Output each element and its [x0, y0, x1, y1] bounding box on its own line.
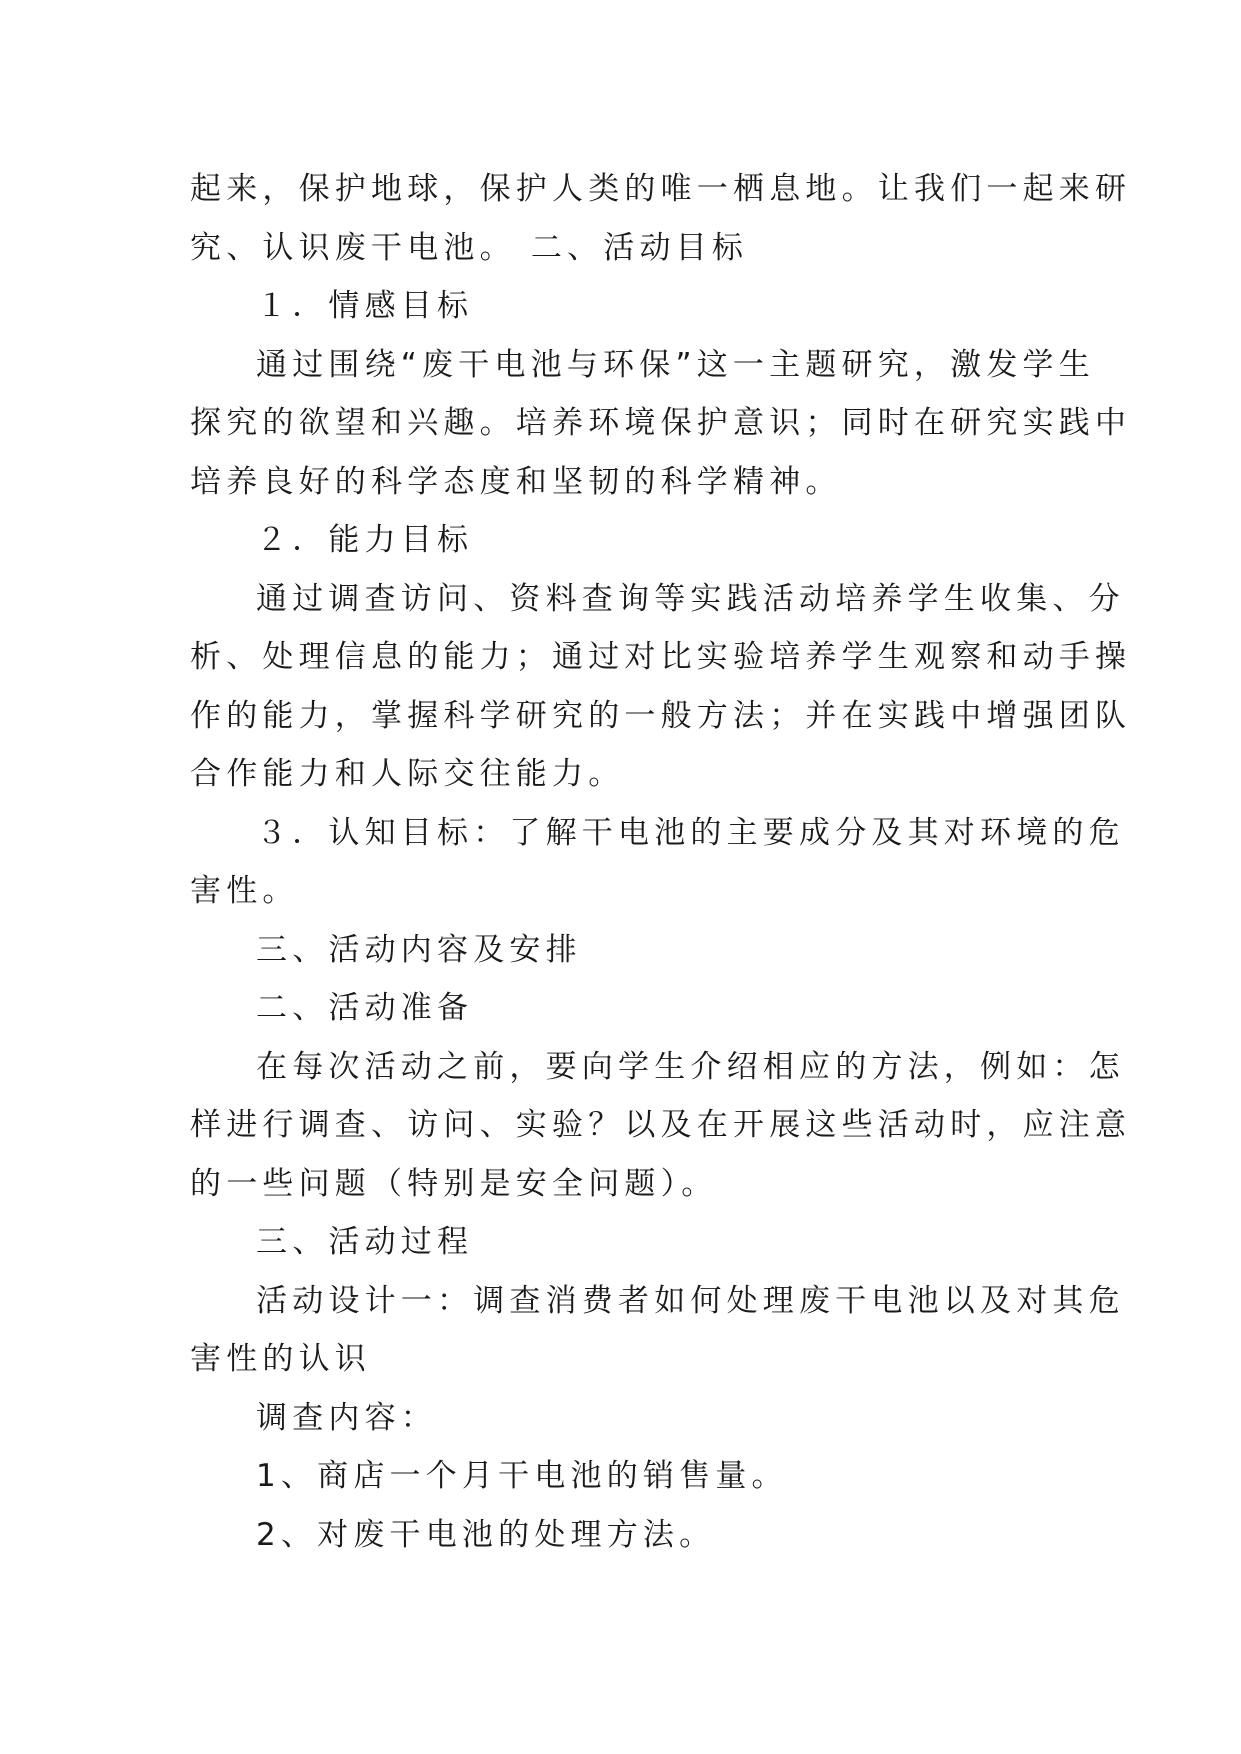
text-line: 探究的欲望和兴趣。培养环境保护意识；同时在研究实践中	[190, 405, 1132, 441]
text-line: 作的能力，掌握科学研究的一般方法；并在实践中增强团队	[190, 697, 1132, 734]
text-line: 起来，保护地球，保护人类的唯一栖息地。让我们一起来研	[190, 171, 1132, 207]
text-line: 通过调查访问、资料查询等实践活动培养学生收集、分	[256, 580, 1125, 617]
text-line: 通过围绕“废干电池与环保”这一主题研究，激发学生	[256, 346, 1095, 383]
text-line: 析、处理信息的能力；通过对比实验培养学生观察和动手操	[190, 639, 1132, 675]
section-heading: 三、活动过程	[256, 1224, 474, 1260]
document-body	[190, 160, 1132, 1564]
text-line: 在每次活动之前，要向学生介绍相应的方法，例如：怎	[256, 1048, 1125, 1085]
text-line: 培养良好的科学态度和坚韧的科学精神。	[190, 463, 842, 500]
text-line: 究、认识废干电池。 二、活动目标	[190, 229, 749, 266]
list-item: 2、对废干电池的处理方法。	[256, 1516, 716, 1553]
list-item: 1、商店一个月干电池的销售量。	[256, 1458, 788, 1494]
section-heading: 三、活动内容及安排	[256, 931, 582, 968]
section-heading: 二、活动准备	[256, 990, 474, 1026]
section-heading: １．情感目标	[256, 288, 474, 324]
text-line: 合作能力和人际交往能力。	[190, 756, 625, 792]
text-line: 调查内容：	[256, 1399, 437, 1436]
text-line: 害性。	[190, 873, 299, 909]
section-heading: ３．认知目标：了解干电池的主要成分及其对环境的危	[256, 814, 1125, 851]
text-line: 活动设计一：调查消费者如何处理废干电池以及对其危	[256, 1282, 1125, 1319]
text-line: 的一些问题（特别是安全问题）。	[190, 1165, 718, 1202]
text-line: 害性的认识	[190, 1341, 371, 1377]
text-line: 样进行调查、访问、实验？以及在开展这些活动时，应注意	[190, 1107, 1132, 1143]
section-heading: ２．能力目标	[256, 522, 474, 558]
